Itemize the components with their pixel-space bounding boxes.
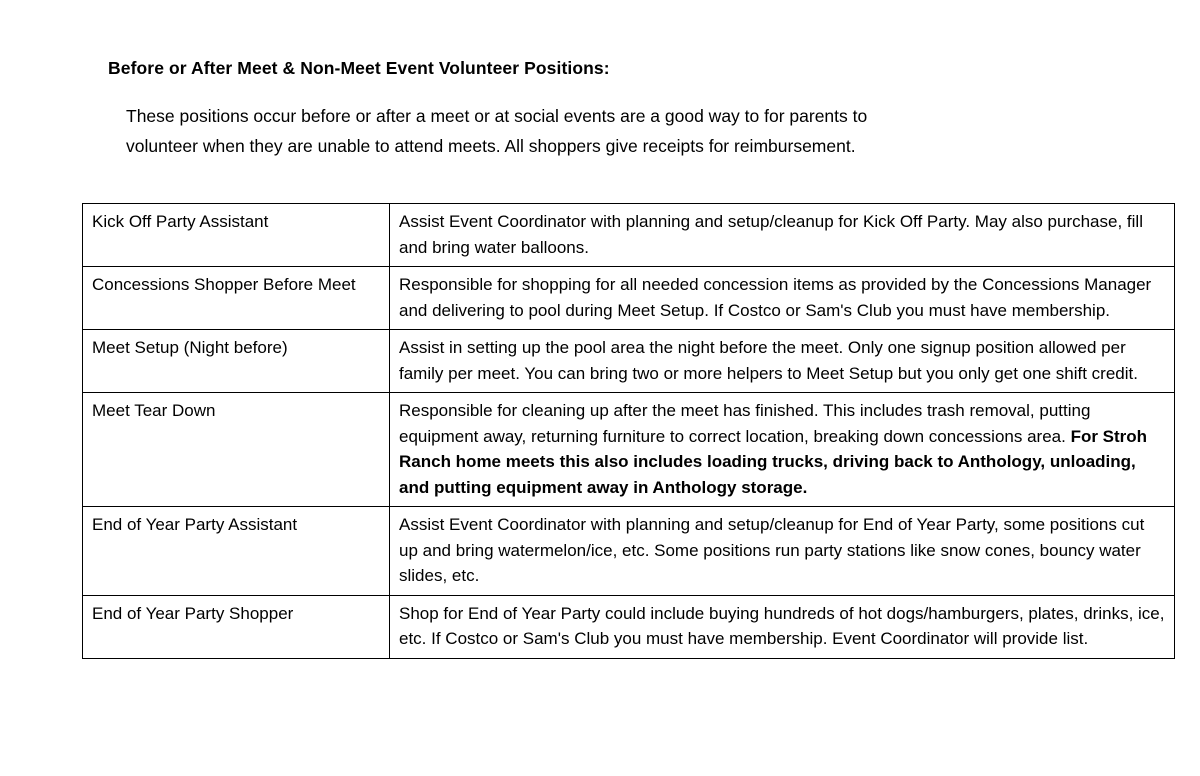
table-row: [83, 393, 1175, 507]
description-text: Assist Event Coordinator with planning and setup/cleanup for Kick Off Party. May also purchase, fill and bring water balloons.: [399, 212, 1143, 257]
position-title-cell: Concessions Shopper Before Meet: [83, 267, 390, 330]
intro-paragraph: [126, 101, 1016, 161]
position-title-cell: Meet Tear Down: [83, 393, 390, 507]
position-title-cell: End of Year Party Shopper: [83, 595, 390, 658]
page-title: Before or After Meet & Non-Meet Event Volunteer Positions:: [108, 58, 610, 78]
position-description-cell: [390, 507, 1175, 596]
table-row: [83, 595, 1175, 658]
description-text: Shop for End of Year Party could include buying hundreds of hot dogs/hamburgers, plates, drinks, ice, etc. If Costco or Sam's Club you must have membership. Event Coordinator will provide list.: [399, 603, 1165, 648]
description-text: Responsible for shopping for all needed concession items as provided by the Concessions Manager and delivering to pool during Meet Setup. If Costco or Sam's Club you must have membership.: [399, 275, 1152, 320]
table-row: [83, 204, 1175, 267]
position-description-cell: [390, 267, 1175, 330]
description-bold-text: For Stroh Ranch home meets this also includes loading trucks, driving back to Anthology, unloading, and putting equipment away in Anthology storage.: [399, 426, 1148, 497]
description-text: Responsible for cleaning up after the meet has finished. This includes trash removal, putting equipment away, returning furniture to correct location, breaking down concessions area.: [399, 401, 1091, 446]
table-row: [83, 330, 1175, 393]
position-title-cell: End of Year Party Assistant: [83, 507, 390, 596]
volunteer-positions-table: [82, 203, 1175, 659]
table-row: [83, 267, 1175, 330]
description-text: Assist in setting up the pool area the night before the meet. Only one signup position allowed per family per meet. You can bring two or more helpers to Meet Setup but you only get one shift credit.: [399, 338, 1138, 383]
position-description-cell: [390, 330, 1175, 393]
intro-line-2: volunteer when they are unable to attend meets. All shoppers give receipts for reimbursement.: [126, 136, 856, 156]
position-title-cell: Meet Setup (Night before): [83, 330, 390, 393]
table-row: [83, 507, 1175, 596]
position-title-cell: Kick Off Party Assistant: [83, 204, 390, 267]
position-description-cell: [390, 393, 1175, 507]
position-description-cell: [390, 595, 1175, 658]
intro-line-1: These positions occur before or after a meet or at social events are a good way to for parents to: [126, 106, 868, 126]
description-text: Assist Event Coordinator with planning and setup/cleanup for End of Year Party, some positions cut up and bring watermelon/ice, etc. Some positions run party stations like snow cones, bouncy water slides, etc.: [399, 515, 1145, 585]
position-description-cell: [390, 204, 1175, 267]
